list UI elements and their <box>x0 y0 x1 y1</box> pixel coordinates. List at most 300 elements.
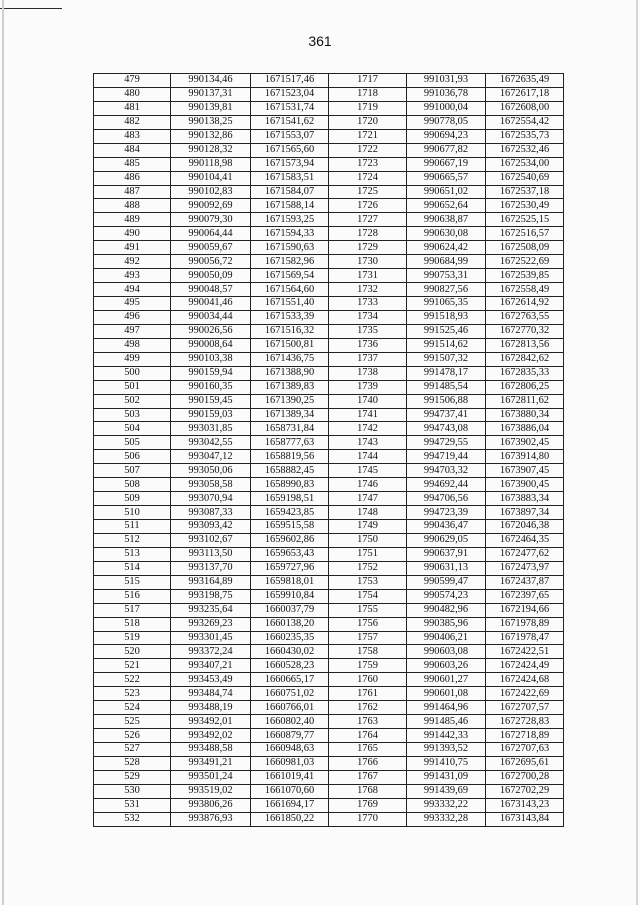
point-number-cell: 1724 <box>329 171 407 185</box>
x-coordinate-cell: 990827,56 <box>407 283 486 297</box>
point-number-cell: 516 <box>94 589 171 603</box>
y-coordinate-cell: 1672537,18 <box>486 185 564 199</box>
y-coordinate-cell: 1660235,35 <box>251 631 329 645</box>
point-number-cell: 531 <box>94 798 171 812</box>
table-row <box>94 770 564 784</box>
x-coordinate-cell: 991478,17 <box>407 366 486 380</box>
y-coordinate-cell: 1671584,07 <box>251 185 329 199</box>
x-coordinate-cell: 993332,28 <box>407 812 486 826</box>
y-coordinate-cell: 1671551,40 <box>251 297 329 311</box>
y-coordinate-cell: 1671583,51 <box>251 171 329 185</box>
y-coordinate-cell: 1671436,75 <box>251 352 329 366</box>
table-row <box>94 199 564 213</box>
y-coordinate-cell: 1671590,63 <box>251 241 329 255</box>
y-coordinate-cell: 1671582,96 <box>251 255 329 269</box>
x-coordinate-cell: 991031,93 <box>407 74 486 88</box>
y-coordinate-cell: 1672535,73 <box>486 129 564 143</box>
y-coordinate-cell: 1672617,18 <box>486 87 564 101</box>
x-coordinate-cell: 993519,02 <box>171 784 251 798</box>
x-coordinate-cell: 991525,46 <box>407 324 486 338</box>
table-row <box>94 784 564 798</box>
y-coordinate-cell: 1672718,89 <box>486 729 564 743</box>
page-number: 361 <box>308 33 332 49</box>
x-coordinate-cell: 991000,04 <box>407 101 486 115</box>
x-coordinate-cell: 990667,19 <box>407 157 486 171</box>
header-rule <box>0 8 62 9</box>
y-coordinate-cell: 1672558,49 <box>486 283 564 297</box>
x-coordinate-cell: 990026,56 <box>171 324 251 338</box>
point-number-cell: 511 <box>94 520 171 534</box>
x-coordinate-cell: 994729,55 <box>407 436 486 450</box>
y-coordinate-cell: 1672525,15 <box>486 213 564 227</box>
x-coordinate-cell: 990385,96 <box>407 617 486 631</box>
x-coordinate-cell: 993453,49 <box>171 673 251 687</box>
table-row <box>94 227 564 241</box>
y-coordinate-cell: 1671564,60 <box>251 283 329 297</box>
point-number-cell: 1735 <box>329 324 407 338</box>
x-coordinate-cell: 990137,31 <box>171 87 251 101</box>
point-number-cell: 529 <box>94 770 171 784</box>
point-number-cell: 1765 <box>329 743 407 757</box>
x-coordinate-cell: 991065,35 <box>407 297 486 311</box>
x-coordinate-cell: 991393,52 <box>407 743 486 757</box>
table-row <box>94 436 564 450</box>
x-coordinate-cell: 990102,83 <box>171 185 251 199</box>
y-coordinate-cell: 1672437,87 <box>486 575 564 589</box>
point-number-cell: 1717 <box>329 74 407 88</box>
table-row <box>94 645 564 659</box>
x-coordinate-cell: 994703,32 <box>407 464 486 478</box>
y-coordinate-cell: 1672695,61 <box>486 756 564 770</box>
point-number-cell: 494 <box>94 283 171 297</box>
x-coordinate-cell: 990603,08 <box>407 645 486 659</box>
x-coordinate-cell: 993876,93 <box>171 812 251 826</box>
point-number-cell: 1727 <box>329 213 407 227</box>
y-coordinate-cell: 1671517,46 <box>251 74 329 88</box>
table-row <box>94 743 564 757</box>
x-coordinate-cell: 993806,26 <box>171 798 251 812</box>
y-coordinate-cell: 1672534,00 <box>486 157 564 171</box>
point-number-cell: 489 <box>94 213 171 227</box>
x-coordinate-cell: 993087,33 <box>171 506 251 520</box>
y-coordinate-cell: 1671531,74 <box>251 101 329 115</box>
table-row <box>94 310 564 324</box>
x-coordinate-cell: 993491,21 <box>171 756 251 770</box>
point-number-cell: 1720 <box>329 115 407 129</box>
x-coordinate-cell: 990601,27 <box>407 673 486 687</box>
y-coordinate-cell: 1658990,83 <box>251 478 329 492</box>
point-number-cell: 483 <box>94 129 171 143</box>
x-coordinate-cell: 990079,30 <box>171 213 251 227</box>
x-coordinate-cell: 990684,99 <box>407 255 486 269</box>
x-coordinate-cell: 990631,13 <box>407 561 486 575</box>
point-number-cell: 523 <box>94 687 171 701</box>
point-number-cell: 487 <box>94 185 171 199</box>
x-coordinate-cell: 990132,86 <box>171 129 251 143</box>
table-row <box>94 492 564 506</box>
point-number-cell: 512 <box>94 533 171 547</box>
y-coordinate-cell: 1672477,62 <box>486 547 564 561</box>
x-coordinate-cell: 993093,42 <box>171 520 251 534</box>
y-coordinate-cell: 1671978,47 <box>486 631 564 645</box>
y-coordinate-cell: 1673143,23 <box>486 798 564 812</box>
y-coordinate-cell: 1661850,22 <box>251 812 329 826</box>
y-coordinate-cell: 1672522,69 <box>486 255 564 269</box>
point-number-cell: 1731 <box>329 269 407 283</box>
y-coordinate-cell: 1672835,33 <box>486 366 564 380</box>
point-number-cell: 501 <box>94 380 171 394</box>
x-coordinate-cell: 990753,31 <box>407 269 486 283</box>
point-number-cell: 1756 <box>329 617 407 631</box>
point-number-cell: 1726 <box>329 199 407 213</box>
point-number-cell: 481 <box>94 101 171 115</box>
y-coordinate-cell: 1672473,97 <box>486 561 564 575</box>
table-row <box>94 366 564 380</box>
x-coordinate-cell: 991431,09 <box>407 770 486 784</box>
y-coordinate-cell: 1659515,58 <box>251 520 329 534</box>
point-number-cell: 526 <box>94 729 171 743</box>
point-number-cell: 528 <box>94 756 171 770</box>
x-coordinate-cell: 990665,57 <box>407 171 486 185</box>
point-number-cell: 1763 <box>329 715 407 729</box>
y-coordinate-cell: 1660138,20 <box>251 617 329 631</box>
table-row <box>94 101 564 115</box>
table-row <box>94 561 564 575</box>
x-coordinate-cell: 990160,35 <box>171 380 251 394</box>
y-coordinate-cell: 1658819,56 <box>251 450 329 464</box>
point-number-cell: 499 <box>94 352 171 366</box>
x-coordinate-cell: 991506,88 <box>407 394 486 408</box>
point-number-cell: 1762 <box>329 701 407 715</box>
y-coordinate-cell: 1673900,45 <box>486 478 564 492</box>
x-coordinate-cell: 990008,64 <box>171 338 251 352</box>
table-row <box>94 506 564 520</box>
point-number-cell: 1742 <box>329 422 407 436</box>
x-coordinate-cell: 990048,57 <box>171 283 251 297</box>
table-row <box>94 115 564 129</box>
y-coordinate-cell: 1658777,63 <box>251 436 329 450</box>
point-number-cell: 1744 <box>329 450 407 464</box>
point-number-cell: 506 <box>94 450 171 464</box>
x-coordinate-cell: 990104,41 <box>171 171 251 185</box>
x-coordinate-cell: 990603,26 <box>407 659 486 673</box>
point-number-cell: 488 <box>94 199 171 213</box>
y-coordinate-cell: 1672422,69 <box>486 687 564 701</box>
point-number-cell: 504 <box>94 422 171 436</box>
x-coordinate-cell: 994706,56 <box>407 492 486 506</box>
table-row <box>94 283 564 297</box>
point-number-cell: 1766 <box>329 756 407 770</box>
table-row <box>94 798 564 812</box>
point-number-cell: 1745 <box>329 464 407 478</box>
point-number-cell: 1751 <box>329 547 407 561</box>
point-number-cell: 513 <box>94 547 171 561</box>
x-coordinate-cell: 990637,91 <box>407 547 486 561</box>
table-row <box>94 394 564 408</box>
point-number-cell: 505 <box>94 436 171 450</box>
point-number-cell: 486 <box>94 171 171 185</box>
x-coordinate-cell: 990601,08 <box>407 687 486 701</box>
x-coordinate-cell: 990694,23 <box>407 129 486 143</box>
y-coordinate-cell: 1673143,84 <box>486 812 564 826</box>
x-coordinate-cell: 991514,62 <box>407 338 486 352</box>
y-coordinate-cell: 1672516,57 <box>486 227 564 241</box>
x-coordinate-cell: 993164,89 <box>171 575 251 589</box>
x-coordinate-cell: 991518,93 <box>407 310 486 324</box>
x-coordinate-cell: 993301,45 <box>171 631 251 645</box>
y-coordinate-cell: 1672806,25 <box>486 380 564 394</box>
x-coordinate-cell: 993113,50 <box>171 547 251 561</box>
table-row <box>94 352 564 366</box>
point-number-cell: 493 <box>94 269 171 283</box>
y-coordinate-cell: 1672046,38 <box>486 520 564 534</box>
y-coordinate-cell: 1671569,54 <box>251 269 329 283</box>
point-number-cell: 1759 <box>329 659 407 673</box>
y-coordinate-cell: 1659653,43 <box>251 547 329 561</box>
y-coordinate-cell: 1671533,39 <box>251 310 329 324</box>
point-number-cell: 515 <box>94 575 171 589</box>
point-number-cell: 1757 <box>329 631 407 645</box>
y-coordinate-cell: 1672635,49 <box>486 74 564 88</box>
x-coordinate-cell: 993492,01 <box>171 715 251 729</box>
table-row <box>94 297 564 311</box>
point-number-cell: 1746 <box>329 478 407 492</box>
x-coordinate-cell: 990092,69 <box>171 199 251 213</box>
y-coordinate-cell: 1672424,68 <box>486 673 564 687</box>
y-coordinate-cell: 1672707,63 <box>486 743 564 757</box>
table-row <box>94 185 564 199</box>
y-coordinate-cell: 1672811,62 <box>486 394 564 408</box>
x-coordinate-cell: 993050,06 <box>171 464 251 478</box>
point-number-cell: 1732 <box>329 283 407 297</box>
point-number-cell: 1752 <box>329 561 407 575</box>
y-coordinate-cell: 1661694,17 <box>251 798 329 812</box>
x-coordinate-cell: 990436,47 <box>407 520 486 534</box>
x-coordinate-cell: 993070,94 <box>171 492 251 506</box>
point-number-cell: 498 <box>94 338 171 352</box>
table-row <box>94 213 564 227</box>
y-coordinate-cell: 1671978,89 <box>486 617 564 631</box>
y-coordinate-cell: 1659727,96 <box>251 561 329 575</box>
point-number-cell: 527 <box>94 743 171 757</box>
point-number-cell: 1753 <box>329 575 407 589</box>
x-coordinate-cell: 993235,64 <box>171 603 251 617</box>
x-coordinate-cell: 993031,85 <box>171 422 251 436</box>
y-coordinate-cell: 1673883,34 <box>486 492 564 506</box>
point-number-cell: 490 <box>94 227 171 241</box>
point-number-cell: 1729 <box>329 241 407 255</box>
y-coordinate-cell: 1671593,25 <box>251 213 329 227</box>
point-number-cell: 496 <box>94 310 171 324</box>
x-coordinate-cell: 990159,03 <box>171 408 251 422</box>
coordinates-table-body <box>94 74 564 827</box>
y-coordinate-cell: 1660430,02 <box>251 645 329 659</box>
x-coordinate-cell: 990134,46 <box>171 74 251 88</box>
y-coordinate-cell: 1672397,65 <box>486 589 564 603</box>
table-row <box>94 603 564 617</box>
point-number-cell: 1737 <box>329 352 407 366</box>
table-row <box>94 450 564 464</box>
table-row <box>94 74 564 88</box>
x-coordinate-cell: 993407,21 <box>171 659 251 673</box>
y-coordinate-cell: 1660981,03 <box>251 756 329 770</box>
y-coordinate-cell: 1672554,42 <box>486 115 564 129</box>
x-coordinate-cell: 993042,55 <box>171 436 251 450</box>
y-coordinate-cell: 1660948,63 <box>251 743 329 757</box>
y-coordinate-cell: 1671573,94 <box>251 157 329 171</box>
x-coordinate-cell: 993492,02 <box>171 729 251 743</box>
x-coordinate-cell: 990128,32 <box>171 143 251 157</box>
y-coordinate-cell: 1659602,86 <box>251 533 329 547</box>
y-coordinate-cell: 1673914,80 <box>486 450 564 464</box>
table-row <box>94 715 564 729</box>
point-number-cell: 497 <box>94 324 171 338</box>
x-coordinate-cell: 994723,39 <box>407 506 486 520</box>
table-row <box>94 478 564 492</box>
x-coordinate-cell: 993047,12 <box>171 450 251 464</box>
x-coordinate-cell: 990050,09 <box>171 269 251 283</box>
point-number-cell: 521 <box>94 659 171 673</box>
x-coordinate-cell: 991485,46 <box>407 715 486 729</box>
table-row <box>94 673 564 687</box>
point-number-cell: 1721 <box>329 129 407 143</box>
point-number-cell: 520 <box>94 645 171 659</box>
y-coordinate-cell: 1672728,83 <box>486 715 564 729</box>
table-row <box>94 338 564 352</box>
x-coordinate-cell: 990638,87 <box>407 213 486 227</box>
point-number-cell: 1748 <box>329 506 407 520</box>
y-coordinate-cell: 1672540,69 <box>486 171 564 185</box>
x-coordinate-cell: 990034,44 <box>171 310 251 324</box>
y-coordinate-cell: 1672707,57 <box>486 701 564 715</box>
point-number-cell: 482 <box>94 115 171 129</box>
coordinates-table <box>93 73 564 827</box>
y-coordinate-cell: 1659198,51 <box>251 492 329 506</box>
x-coordinate-cell: 991507,32 <box>407 352 486 366</box>
y-coordinate-cell: 1660037,79 <box>251 603 329 617</box>
table-row <box>94 659 564 673</box>
point-number-cell: 524 <box>94 701 171 715</box>
x-coordinate-cell: 990159,45 <box>171 394 251 408</box>
x-coordinate-cell: 990599,47 <box>407 575 486 589</box>
point-number-cell: 514 <box>94 561 171 575</box>
table-row <box>94 533 564 547</box>
x-coordinate-cell: 990064,44 <box>171 227 251 241</box>
point-number-cell: 1754 <box>329 589 407 603</box>
y-coordinate-cell: 1672842,62 <box>486 352 564 366</box>
y-coordinate-cell: 1672422,51 <box>486 645 564 659</box>
table-row <box>94 729 564 743</box>
point-number-cell: 517 <box>94 603 171 617</box>
table-row <box>94 687 564 701</box>
x-coordinate-cell: 994719,44 <box>407 450 486 464</box>
y-coordinate-cell: 1672700,28 <box>486 770 564 784</box>
point-number-cell: 530 <box>94 784 171 798</box>
table-row <box>94 547 564 561</box>
y-coordinate-cell: 1671389,34 <box>251 408 329 422</box>
y-coordinate-cell: 1671389,83 <box>251 380 329 394</box>
y-coordinate-cell: 1658882,45 <box>251 464 329 478</box>
y-coordinate-cell: 1660528,23 <box>251 659 329 673</box>
point-number-cell: 510 <box>94 506 171 520</box>
x-coordinate-cell: 994743,08 <box>407 422 486 436</box>
point-number-cell: 1768 <box>329 784 407 798</box>
x-coordinate-cell: 990118,98 <box>171 157 251 171</box>
y-coordinate-cell: 1671388,90 <box>251 366 329 380</box>
y-coordinate-cell: 1671588,14 <box>251 199 329 213</box>
table-row <box>94 589 564 603</box>
y-coordinate-cell: 1660665,17 <box>251 673 329 687</box>
x-coordinate-cell: 990139,81 <box>171 101 251 115</box>
point-number-cell: 1733 <box>329 297 407 311</box>
scan-left-edge <box>2 0 4 905</box>
x-coordinate-cell: 993484,74 <box>171 687 251 701</box>
y-coordinate-cell: 1672813,56 <box>486 338 564 352</box>
point-number-cell: 1758 <box>329 645 407 659</box>
x-coordinate-cell: 993198,75 <box>171 589 251 603</box>
x-coordinate-cell: 994692,44 <box>407 478 486 492</box>
point-number-cell: 1761 <box>329 687 407 701</box>
point-number-cell: 1718 <box>329 87 407 101</box>
y-coordinate-cell: 1673886,04 <box>486 422 564 436</box>
x-coordinate-cell: 991036,78 <box>407 87 486 101</box>
y-coordinate-cell: 1659910,84 <box>251 589 329 603</box>
point-number-cell: 1736 <box>329 338 407 352</box>
x-coordinate-cell: 993501,24 <box>171 770 251 784</box>
table-row <box>94 617 564 631</box>
table-row <box>94 171 564 185</box>
x-coordinate-cell: 990406,21 <box>407 631 486 645</box>
point-number-cell: 492 <box>94 255 171 269</box>
table-row <box>94 701 564 715</box>
point-number-cell: 1749 <box>329 520 407 534</box>
x-coordinate-cell: 990482,96 <box>407 603 486 617</box>
y-coordinate-cell: 1671390,25 <box>251 394 329 408</box>
y-coordinate-cell: 1659818,01 <box>251 575 329 589</box>
point-number-cell: 518 <box>94 617 171 631</box>
point-number-cell: 532 <box>94 812 171 826</box>
point-number-cell: 1722 <box>329 143 407 157</box>
y-coordinate-cell: 1673880,34 <box>486 408 564 422</box>
table-row <box>94 143 564 157</box>
table-row <box>94 812 564 826</box>
y-coordinate-cell: 1658731,84 <box>251 422 329 436</box>
table-row <box>94 464 564 478</box>
point-number-cell: 1767 <box>329 770 407 784</box>
point-number-cell: 480 <box>94 87 171 101</box>
table-row <box>94 520 564 534</box>
x-coordinate-cell: 990778,05 <box>407 115 486 129</box>
table-row <box>94 241 564 255</box>
point-number-cell: 1755 <box>329 603 407 617</box>
x-coordinate-cell: 990103,38 <box>171 352 251 366</box>
y-coordinate-cell: 1672763,55 <box>486 310 564 324</box>
y-coordinate-cell: 1672194,66 <box>486 603 564 617</box>
y-coordinate-cell: 1659423,85 <box>251 506 329 520</box>
x-coordinate-cell: 991442,33 <box>407 729 486 743</box>
y-coordinate-cell: 1673897,34 <box>486 506 564 520</box>
y-coordinate-cell: 1672608,00 <box>486 101 564 115</box>
y-coordinate-cell: 1672464,35 <box>486 533 564 547</box>
y-coordinate-cell: 1661019,41 <box>251 770 329 784</box>
y-coordinate-cell: 1672508,09 <box>486 241 564 255</box>
table-row <box>94 408 564 422</box>
y-coordinate-cell: 1660751,02 <box>251 687 329 701</box>
x-coordinate-cell: 990138,25 <box>171 115 251 129</box>
x-coordinate-cell: 990041,46 <box>171 297 251 311</box>
x-coordinate-cell: 990677,82 <box>407 143 486 157</box>
y-coordinate-cell: 1660802,40 <box>251 715 329 729</box>
